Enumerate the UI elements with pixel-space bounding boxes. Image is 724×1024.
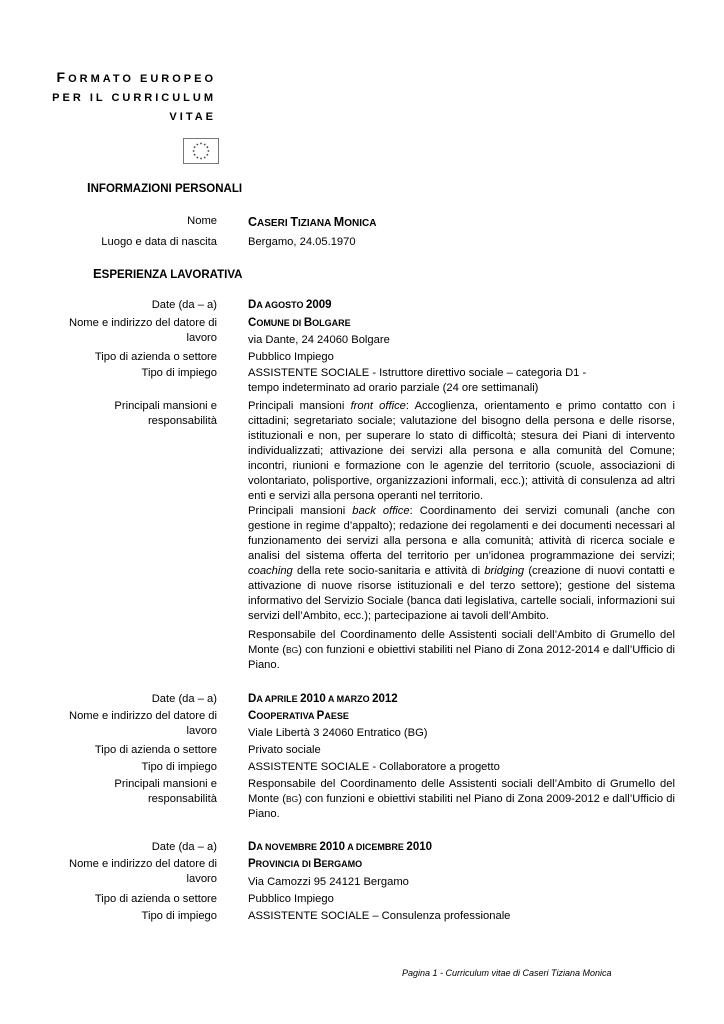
header-line-3: VITAE: [169, 111, 216, 123]
job3-employer-value: PROVINCIA DI BERGAMO: [248, 858, 363, 870]
job3-sector-value: Pubblico Impiego: [248, 893, 334, 905]
job1-date-value: DA AGOSTO 2009: [248, 299, 332, 311]
job3-sector-label: Tipo di azienda o settore: [94, 893, 217, 905]
page-footer: Pagina 1 - Curriculum vitae di Caseri Tiziana Monica: [402, 968, 612, 978]
name-value: CASERI TIZIANA MONICA: [248, 215, 377, 229]
job1-employer-label: Nome e indirizzo del datore di lavoro: [69, 317, 217, 344]
job3-job-label: Tipo di impiego: [141, 910, 217, 922]
job1-job-value: ASSISTENTE SOCIALE - Istruttore direttivo sociale – categoria D1 - tempo indeterminato ad orario parziale (24 ore settimanali): [248, 367, 587, 394]
eu-flag-icon: [183, 138, 219, 164]
birth-value: Bergamo, 24.05.1970: [248, 236, 356, 248]
header-line-1: FORMATO EUROPEO: [56, 69, 216, 85]
job2-duties-value: Responsabile del Coordinamento delle Assistenti sociali dell’Ambito di Grumello del Monte (BG) con funzioni e obiettivi stabiliti nel Piano di Zona 2009-2012 e dall’Ufficio di Piano.: [248, 778, 675, 820]
job2-employer-value: COOPERATIVA PAESE: [248, 710, 349, 722]
job1-duties-back-office: Principali mansioni back office: Coordinamento dei servizi comunali (anche con gestione in regime d’appalto); redazione dei regolamenti e dei documenti necessari al funzionamento dei servizi alla persona e alla comunità; attività di ricerca sociale e analisi del sistema offerta del territorio per un’idonea programmazione dei servizi; coaching della rete socio-sanitaria e attività di bridging (creazione di nuovi contatti e attivazione di nuove risorse istituzionali e del terzo settore); gestione del sistema informativo del Servizio Sociale (banca dati legislativa, cartelle sociali, informazioni sui servizi dell’Ambito, ecc.); partecipazione ai tavoli dell’Ambito.: [248, 505, 676, 622]
job3-job-value: ASSISTENTE SOCIALE – Consulenza professionale: [248, 910, 511, 922]
section-title-personal: INFORMAZIONI PERSONALI: [87, 180, 243, 195]
job1-duties-front-office: Principali mansioni front office: Accoglienza, orientamento e primo contatto con i cittadini; segretariato sociale; valutazione del bisogno della persona e delle risorse, istituzionali e non, per superare lo stato di difficoltà; stesura dei Piani di intervento individualizzati; attivazione dei servizi alla persona e alla comunità del Comune; incontri, riunioni e formazione con le agenzie del territorio (scuole, associazioni di volontariato, polisportive, organizzazioni informali, ecc.); attività di consulenza ad altri enti e servizi alla persona operanti nel territorio.: [248, 400, 675, 502]
job2-address: Viale Libertà 3 24060 Entratico (BG): [248, 727, 428, 739]
cv-header-title: [52, 68, 216, 127]
job1-sector-label: Tipo di azienda o settore: [94, 351, 217, 363]
job3-date-label: Date (da – a): [151, 841, 217, 853]
job1-job-label: Tipo di impiego: [141, 367, 217, 379]
job2-date-value: DA APRILE 2010 A MARZO 2012: [248, 693, 398, 705]
job2-job-value: ASSISTENTE SOCIALE - Collaboratore a progetto: [248, 761, 500, 773]
job1-sector-value: Pubblico Impiego: [248, 351, 334, 363]
job3-employer-label: Nome e indirizzo del datore di lavoro: [69, 858, 217, 885]
job3-date-value: DA NOVEMBRE 2010 A DICEMBRE 2010: [248, 841, 433, 853]
job2-sector-label: Tipo di azienda o settore: [94, 744, 217, 756]
section-title-experience: ESPERIENZA LAVORATIVA: [93, 266, 243, 281]
job1-date-label: Date (da – a): [151, 299, 217, 311]
job2-employer-label: Nome e indirizzo del datore di lavoro: [69, 710, 217, 737]
job2-job-label: Tipo di impiego: [141, 761, 217, 773]
birth-label: Luogo e data di nascita: [101, 236, 217, 248]
job2-duties-label: Principali mansioni e responsabilità: [114, 778, 217, 805]
job1-duties-coordination: Responsabile del Coordinamento delle Assistenti sociali dell’Ambito di Grumello del Monte (BG) con funzioni e obiettivi stabiliti nel Piano di Zona 2012-2014 e dall’Ufficio di Piano.: [248, 629, 675, 671]
job2-date-label: Date (da – a): [151, 693, 217, 705]
job1-employer-value: COMUNE DI BOLGARE: [248, 317, 351, 329]
job2-sector-value: Privato sociale: [248, 744, 321, 756]
name-label: Nome: [187, 215, 217, 227]
job3-address: Via Camozzi 95 24121 Bergamo: [248, 876, 409, 888]
job1-duties-label: Principali mansioni e responsabilità: [114, 400, 217, 427]
job1-address: via Dante, 24 24060 Bolgare: [248, 334, 390, 346]
header-line-2: PER IL CURRICULUM: [52, 92, 216, 104]
